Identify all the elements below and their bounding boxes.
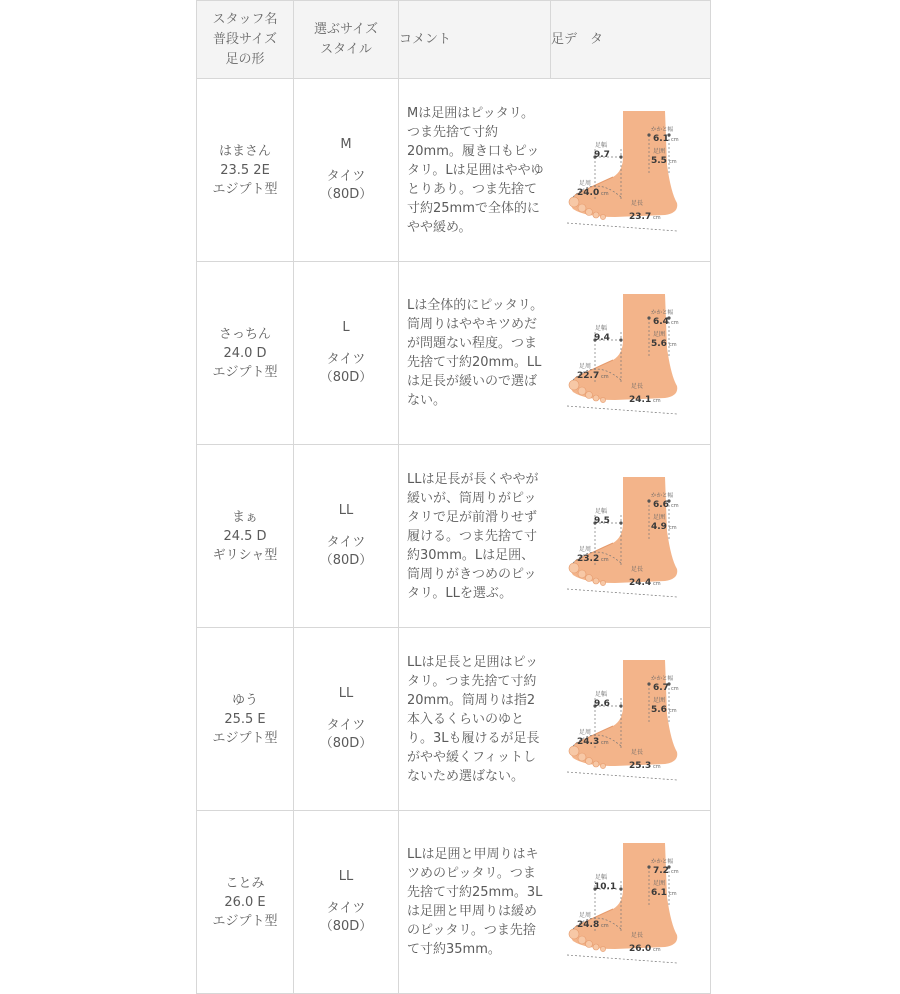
chosen-size: LL bbox=[338, 686, 354, 701]
length-value: 24.1 bbox=[629, 395, 652, 405]
staff-name: ことみ bbox=[225, 875, 265, 891]
unit-label: cm bbox=[601, 740, 609, 746]
header-size-choice: 選ぶサイズ bbox=[314, 21, 378, 37]
staff-name: ゆう bbox=[231, 692, 258, 708]
staff-usual-size: 24.0 D bbox=[223, 345, 267, 361]
comment-cell: LLは足長が長くややが緩いが、筒周りがピッタリで足が前滑りせず履ける。つま先捨て寸約30mm。Lは足囲、筒周りがきつめのピッタリ。LLを選ぶ。 bbox=[399, 445, 551, 628]
instep-value: 9.6 bbox=[594, 699, 611, 709]
girth-label: 足周 bbox=[579, 729, 592, 736]
unit-label: cm bbox=[653, 215, 661, 221]
length-value: 26.0 bbox=[629, 944, 652, 954]
staff-usual-size: 26.0 E bbox=[224, 894, 266, 910]
instep-label: 足幅 bbox=[595, 691, 608, 698]
style-type: タイツ bbox=[326, 901, 366, 916]
unit-label: cm bbox=[653, 947, 661, 953]
width-value: 5.5 bbox=[651, 156, 668, 166]
staff-cell bbox=[197, 262, 294, 445]
heel-value: 6.4 bbox=[653, 317, 670, 327]
girth-value: 24.8 bbox=[577, 920, 600, 930]
table-row bbox=[197, 628, 711, 811]
width-label: 足囲 bbox=[653, 880, 666, 887]
chosen-size: M bbox=[340, 137, 352, 152]
size-cell bbox=[294, 445, 399, 628]
instep-value: 9.4 bbox=[594, 333, 611, 343]
style-type: タイツ bbox=[326, 169, 366, 184]
chosen-size: LL bbox=[338, 869, 354, 884]
foot-diagram bbox=[565, 288, 695, 418]
staff-foot-shape: ギリシャ型 bbox=[212, 547, 278, 563]
style-denier: （80D） bbox=[319, 919, 373, 934]
size-review-table bbox=[196, 0, 711, 994]
staff-name: まぁ bbox=[231, 509, 258, 525]
style-denier: （80D） bbox=[319, 370, 373, 385]
header-comment: コメント bbox=[399, 1, 551, 79]
staff-cell bbox=[197, 79, 294, 262]
unit-label: cm bbox=[671, 869, 679, 875]
header-staff bbox=[197, 1, 294, 79]
comment-cell: LLは足長と足囲はピッタリ。つま先捨て寸約20mm。筒周りは指2本入るくらいのゆとり。3Lも履けるが足長がやや緩くフィットしないため選ばない。 bbox=[399, 628, 551, 811]
staff-cell bbox=[197, 445, 294, 628]
unit-label: cm bbox=[601, 923, 609, 929]
header-staff-usual: 普段サイズ bbox=[213, 31, 277, 47]
unit-label: cm bbox=[653, 581, 661, 587]
unit-label: cm bbox=[671, 137, 679, 143]
unit-label: cm bbox=[669, 708, 677, 714]
girth-value: 24.0 bbox=[577, 188, 600, 198]
width-label: 足囲 bbox=[653, 697, 666, 704]
style-denier: （80D） bbox=[319, 736, 373, 751]
header-size-style: スタイル bbox=[320, 41, 372, 57]
foot-data-cell bbox=[551, 628, 711, 811]
size-cell bbox=[294, 628, 399, 811]
foot-diagram bbox=[565, 471, 695, 601]
unit-label: cm bbox=[601, 191, 609, 197]
instep-value: 9.7 bbox=[594, 150, 611, 160]
instep-value: 10.1 bbox=[594, 882, 617, 892]
foot-diagram bbox=[565, 837, 695, 967]
heel-label: かかと幅 bbox=[651, 493, 674, 499]
foot-data-cell bbox=[551, 79, 711, 262]
girth-label: 足周 bbox=[579, 912, 592, 919]
instep-label: 足幅 bbox=[595, 142, 608, 149]
size-cell bbox=[294, 79, 399, 262]
size-cell bbox=[294, 811, 399, 994]
girth-label: 足周 bbox=[579, 546, 592, 553]
unit-label: cm bbox=[601, 374, 609, 380]
staff-foot-shape: エジプト型 bbox=[212, 913, 278, 929]
width-label: 足囲 bbox=[653, 331, 666, 338]
style-denier: （80D） bbox=[319, 187, 373, 202]
staff-cell bbox=[197, 811, 294, 994]
unit-label: cm bbox=[671, 320, 679, 326]
length-label: 足長 bbox=[631, 749, 644, 756]
width-label: 足囲 bbox=[653, 148, 666, 155]
staff-name: さっちん bbox=[218, 326, 271, 342]
table-row bbox=[197, 811, 711, 994]
size-cell bbox=[294, 262, 399, 445]
girth-label: 足周 bbox=[579, 363, 592, 370]
foot-data-cell bbox=[551, 811, 711, 994]
width-value: 5.6 bbox=[651, 339, 668, 349]
header-foot-data: 足デ タ bbox=[551, 1, 711, 79]
heel-value: 6.1 bbox=[653, 134, 670, 144]
girth-label: 足周 bbox=[579, 180, 592, 187]
length-value: 24.4 bbox=[629, 578, 652, 588]
width-value: 4.9 bbox=[651, 522, 668, 532]
comment-cell: LLは足囲と甲周りはキツめのピッタリ。つま先捨て寸約25mm。3Lは足囲と甲周りは緩めのピッタリ。つま先捨て寸約35mm。 bbox=[399, 811, 551, 994]
length-value: 25.3 bbox=[629, 761, 652, 771]
staff-name: はまさん bbox=[218, 143, 271, 159]
heel-label: かかと幅 bbox=[651, 859, 674, 865]
table-row bbox=[197, 79, 711, 262]
header-size bbox=[294, 1, 399, 79]
length-label: 足長 bbox=[631, 383, 644, 390]
style-denier: （80D） bbox=[319, 553, 373, 568]
unit-label: cm bbox=[601, 557, 609, 563]
unit-label: cm bbox=[669, 525, 677, 531]
instep-label: 足幅 bbox=[595, 874, 608, 881]
staff-foot-shape: エジプト型 bbox=[212, 730, 278, 746]
staff-cell bbox=[197, 628, 294, 811]
chosen-size: LL bbox=[338, 503, 354, 518]
length-label: 足長 bbox=[631, 566, 644, 573]
unit-label: cm bbox=[669, 342, 677, 348]
heel-label: かかと幅 bbox=[651, 310, 674, 316]
foot-diagram bbox=[565, 654, 695, 784]
style-type: タイツ bbox=[326, 352, 366, 367]
table-header-row bbox=[197, 1, 711, 79]
heel-value: 6.6 bbox=[653, 500, 670, 510]
instep-label: 足幅 bbox=[595, 325, 608, 332]
unit-label: cm bbox=[669, 159, 677, 165]
instep-label: 足幅 bbox=[595, 508, 608, 515]
table-row bbox=[197, 262, 711, 445]
girth-value: 22.7 bbox=[577, 371, 600, 381]
girth-value: 23.2 bbox=[577, 554, 600, 564]
staff-usual-size: 25.5 E bbox=[224, 711, 266, 727]
length-label: 足長 bbox=[631, 932, 644, 939]
staff-usual-size: 23.5 2E bbox=[220, 162, 270, 178]
header-staff-name: スタッフ名 bbox=[212, 11, 278, 27]
staff-foot-shape: エジプト型 bbox=[212, 364, 278, 380]
unit-label: cm bbox=[653, 764, 661, 770]
width-value: 6.1 bbox=[651, 888, 668, 898]
heel-label: かかと幅 bbox=[651, 127, 674, 133]
table-row bbox=[197, 445, 711, 628]
length-label: 足長 bbox=[631, 200, 644, 207]
comment-cell: Mは足囲はピッタリ。つま先捨て寸約20mm。履き口もピッタリ。Lは足囲はややゆとりあり。つま先捨て寸約25mmで全体的にやや緩め。 bbox=[399, 79, 551, 262]
header-staff-shape: 足の形 bbox=[225, 51, 265, 67]
foot-diagram bbox=[565, 105, 695, 235]
foot-data-cell bbox=[551, 262, 711, 445]
unit-label: cm bbox=[671, 503, 679, 509]
width-label: 足囲 bbox=[653, 514, 666, 521]
unit-label: cm bbox=[671, 686, 679, 692]
width-value: 5.6 bbox=[651, 705, 668, 715]
style-type: タイツ bbox=[326, 718, 366, 733]
unit-label: cm bbox=[653, 398, 661, 404]
unit-label: cm bbox=[669, 891, 677, 897]
staff-usual-size: 24.5 D bbox=[223, 528, 267, 544]
heel-label: かかと幅 bbox=[651, 676, 674, 682]
foot-data-cell bbox=[551, 445, 711, 628]
girth-value: 24.3 bbox=[577, 737, 600, 747]
heel-value: 7.2 bbox=[653, 866, 670, 876]
comment-cell: Lは全体的にピッタリ。筒周りはややキツめだが問題ない程度。つま先捨て寸約20mm。LLは足長が緩いので選ばない。 bbox=[399, 262, 551, 445]
style-type: タイツ bbox=[326, 535, 366, 550]
instep-value: 9.5 bbox=[594, 516, 611, 526]
chosen-size: L bbox=[342, 320, 350, 335]
length-value: 23.7 bbox=[629, 212, 652, 222]
staff-foot-shape: エジプト型 bbox=[212, 181, 278, 197]
heel-value: 6.7 bbox=[653, 683, 670, 693]
